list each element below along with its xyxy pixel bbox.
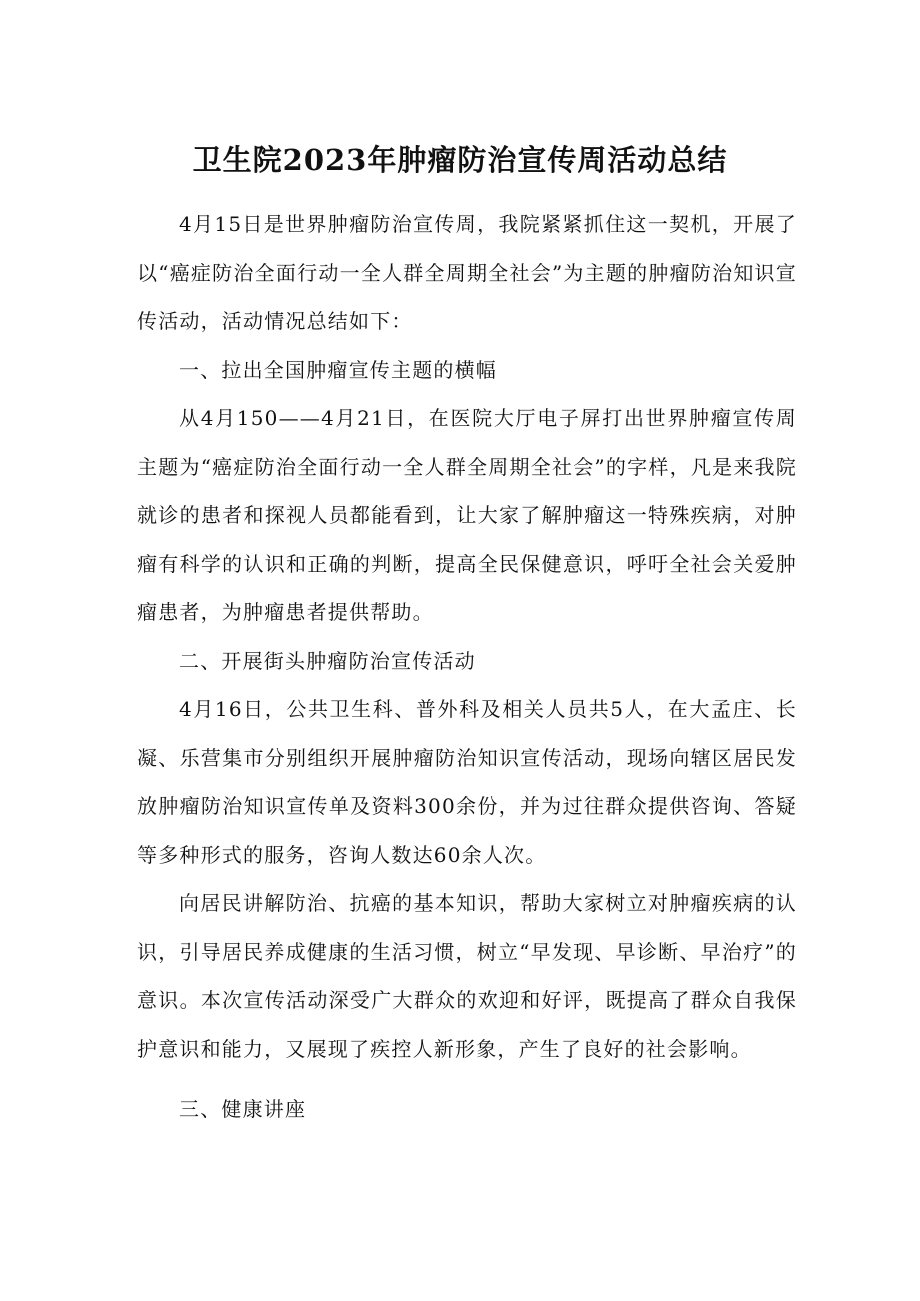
intro-paragraph: 4月15日是世界肿瘤防治宣传周，我院紧紧抓住这一契机，开展了以“癌症防治全面行动一全人群全周期全社会”为主题的肿瘤防治知识宣传活动，活动情况总结如下： — [137, 212, 797, 333]
section-1-paragraph: 从4月150——4月21日，在医院大厅电子屏打出世界肿瘤宣传周主题为“癌症防治全面行动一全人群全周期全社会”的字样，凡是来我院就诊的患者和探视人员都能看到，让大家了解肿瘤这一特殊疾病，对肿瘤有科学的认识和正确的判断，提高全民保健意识，呼吁全社会关爱肿瘤患者，为肿瘤患者提供帮助。 — [137, 406, 797, 624]
section-2-paragraph-2: 向居民讲解防治、抗癌的基本知识，帮助大家树立对肿瘤疾病的认识，引导居民养成健康的生活习惯，树立“早发现、早诊断、早治疗”的意识。本次宣传活动深受广大群众的欢迎和好评，既提高了群众自我保护意识和能力，又展现了疾控人新形象，产生了良好的社会影响。 — [137, 891, 797, 1061]
document-title: 卫生院2023年肿瘤防治宣传周活动总结 — [192, 143, 728, 177]
section-1-heading: 一、拉出全国肿瘤宣传主题的横幅 — [179, 357, 497, 382]
document-body — [137, 200, 797, 1134]
section-2-paragraph-1: 4月16日，公共卫生科、普外科及相关人员共5人，在大孟庄、长凝、乐营集市分别组织开展肿瘤防治知识宣传活动，现场向辖区居民发放肿瘤防治知识宣传单及资料300余份，并为过往群众提供咨询、答疑等多种形式的服务，咨询人数达60余人次。 — [137, 697, 797, 867]
section-3-heading: 三、健康讲座 — [179, 1097, 307, 1121]
section-2-heading: 二、开展街头肿瘤防治宣传活动 — [179, 648, 476, 673]
